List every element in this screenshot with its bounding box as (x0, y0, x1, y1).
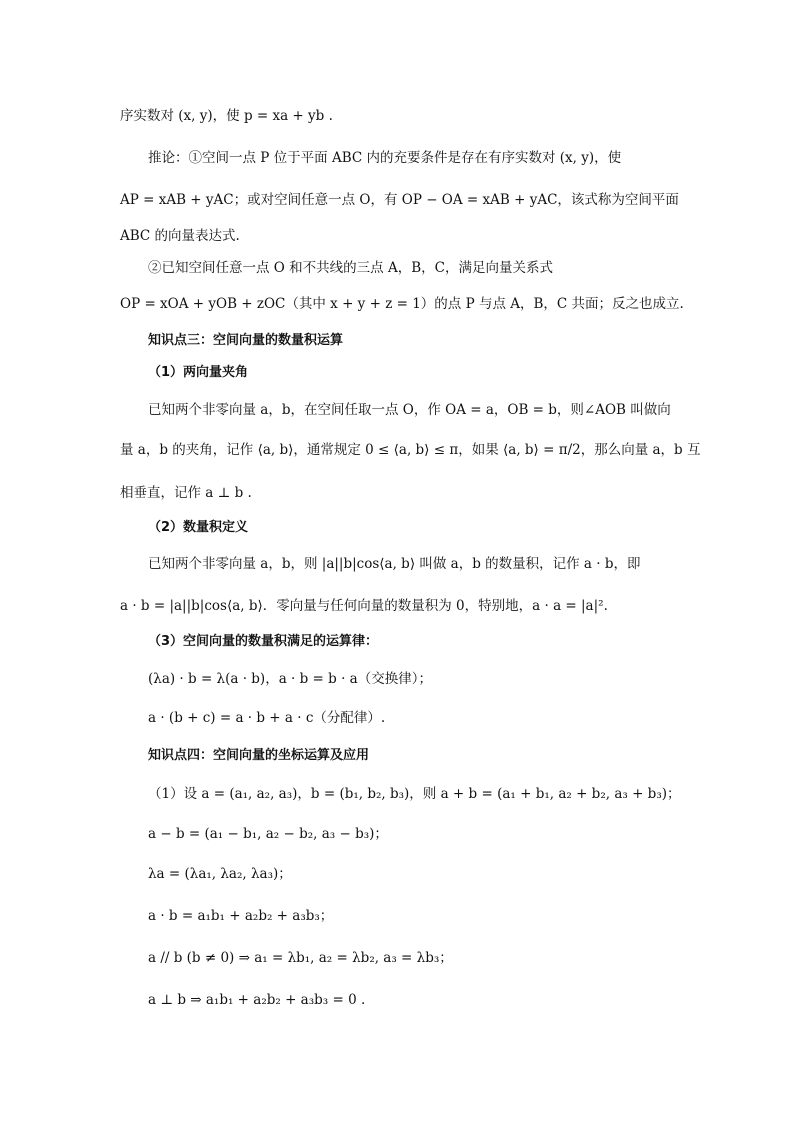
formula-line: a // b (b ≠ 0) ⇒ a₁ = λb₁, a₂ = λb₂, a₃ = λb₃； (148, 950, 453, 966)
text-line: 已知两个非零向量 a，b，在空间任取一点 O，作 OA = a，OB = b，则∠AOB 叫做向 (148, 402, 671, 418)
formula-line: a · (b + c) = a · b + a · c（分配律）. (148, 710, 386, 726)
text-line: 相垂直，记作 a ⊥ b . (120, 485, 252, 501)
formula-line: OP = xOA + yOB + zOC（其中 x + y + z = 1）的点 P 与点 A，B，C 共面；反之也成立. (120, 296, 684, 312)
subsection-heading: （2）数量积定义 (148, 520, 249, 535)
section-heading: 知识点三：空间向量的数量积运算 (148, 333, 344, 348)
text-line: 序实数对 (x, y)，使 p = xa + yb . (120, 108, 333, 124)
formula-line: λa = (λa₁, λa₂, λa₃)； (148, 866, 292, 882)
subsection-heading: （3）空间向量的数量积满足的运算律： (148, 634, 379, 649)
formula-line: a − b = (a₁ − b₁, a₂ − b₂, a₃ − b₃)； (148, 826, 388, 842)
text-line: 已知两个非零向量 a，b，则 |a||b|cos⟨a, b⟩ 叫做 a，b 的数量积，记作 a · b，即 (148, 556, 641, 572)
formula-line: a · b = a₁b₁ + a₂b₂ + a₃b₃； (148, 908, 334, 924)
text-line: ABC 的向量表达式. (120, 228, 240, 244)
corollary-intro: 推论：①空间一点 P 位于平面 ABC 内的充要条件是存在有序实数对 (x, y)，使 (148, 150, 622, 166)
formula-line: AP = xAB + yAC；或对空间任意一点 O，有 OP − OA = xAB + yAC，该式称为空间平面 (120, 192, 679, 208)
formula-line: （1）设 a = (a₁, a₂, a₃)，b = (b₁, b₂, b₃)，则 a + b = (a₁ + b₁, a₂ + b₂, a₃ + b₃)； (148, 786, 681, 802)
formula-line: a ⊥ b ⇒ a₁b₁ + a₂b₂ + a₃b₃ = 0 . (148, 992, 366, 1008)
text-line: 量 a，b 的夹角，记作 ⟨a, b⟩，通常规定 0 ≤ ⟨a, b⟩ ≤ π，如果 ⟨a, b⟩ = π/2，那么向量 a，b 互 (120, 442, 701, 458)
section-heading: 知识点四：空间向量的坐标运算及应用 (148, 748, 370, 763)
subsection-heading: （1）两向量夹角 (148, 365, 249, 380)
formula-line: a · b = |a||b|cos⟨a, b⟩．零向量与任何向量的数量积为 0，特别地，a · a = |a|². (120, 598, 608, 614)
formula-line: (λa) · b = λ(a · b)，a · b = b · a（交换律）； (148, 671, 432, 687)
text-line: ②已知空间任意一点 O 和不共线的三点 A，B，C，满足向量关系式 (148, 260, 553, 276)
